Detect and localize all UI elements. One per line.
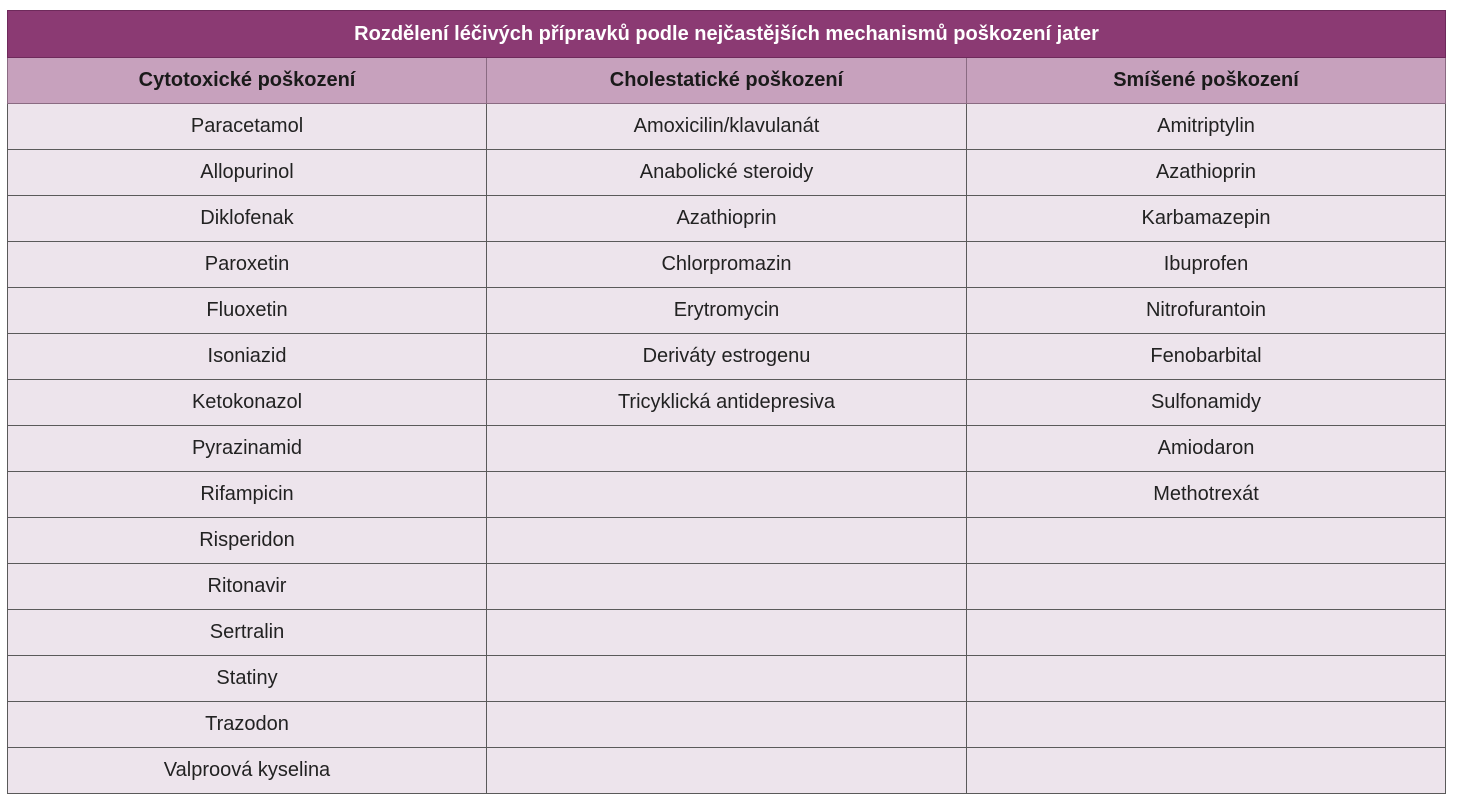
cell-mixed [967, 702, 1446, 748]
cell-cytotoxic: Allopurinol [8, 150, 487, 196]
cell-cholestatic: Tricyklická antidepresiva [487, 380, 967, 426]
cell-cholestatic [487, 702, 967, 748]
table-row [8, 610, 1446, 656]
cell-cholestatic: Azathioprin [487, 196, 967, 242]
cell-mixed: Sulfonamidy [967, 380, 1446, 426]
cell-cytotoxic: Isoniazid [8, 334, 487, 380]
cell-cytotoxic: Valproová kyselina [8, 748, 487, 794]
cell-cholestatic [487, 472, 967, 518]
cell-cytotoxic: Statiny [8, 656, 487, 702]
cell-cytotoxic: Ketokonazol [8, 380, 487, 426]
cell-cholestatic [487, 748, 967, 794]
cell-cholestatic [487, 426, 967, 472]
cell-cholestatic: Deriváty estrogenu [487, 334, 967, 380]
cell-mixed: Nitrofurantoin [967, 288, 1446, 334]
cell-mixed: Fenobarbital [967, 334, 1446, 380]
table-row [8, 426, 1446, 472]
cell-cytotoxic: Paracetamol [8, 104, 487, 150]
cell-cholestatic [487, 656, 967, 702]
cell-mixed: Amiodaron [967, 426, 1446, 472]
cell-cholestatic [487, 518, 967, 564]
table-row [8, 104, 1446, 150]
cell-cholestatic [487, 564, 967, 610]
table-row [8, 748, 1446, 794]
table-body [8, 104, 1446, 794]
cell-cytotoxic: Diklofenak [8, 196, 487, 242]
table-row [8, 288, 1446, 334]
table-row [8, 518, 1446, 564]
cell-mixed: Methotrexát [967, 472, 1446, 518]
cell-cholestatic: Anabolické steroidy [487, 150, 967, 196]
header-cytotoxic: Cytotoxické poškození [8, 58, 487, 104]
cell-mixed [967, 656, 1446, 702]
cell-cytotoxic: Trazodon [8, 702, 487, 748]
table-row [8, 334, 1446, 380]
table-row [8, 656, 1446, 702]
table-row [8, 196, 1446, 242]
cell-cytotoxic: Rifampicin [8, 472, 487, 518]
table-row [8, 564, 1446, 610]
cell-cytotoxic: Paroxetin [8, 242, 487, 288]
table-row [8, 150, 1446, 196]
cell-mixed: Azathioprin [967, 150, 1446, 196]
cell-mixed [967, 610, 1446, 656]
cell-cytotoxic: Sertralin [8, 610, 487, 656]
header-mixed: Smíšené poškození [967, 58, 1446, 104]
drug-liver-injury-table [7, 10, 1446, 794]
cell-mixed [967, 518, 1446, 564]
cell-mixed: Karbamazepin [967, 196, 1446, 242]
table-row [8, 472, 1446, 518]
cell-cytotoxic: Ritonavir [8, 564, 487, 610]
table-title-row [8, 11, 1446, 58]
cell-cytotoxic: Pyrazinamid [8, 426, 487, 472]
header-cholestatic: Cholestatické poškození [487, 58, 967, 104]
cell-mixed: Ibuprofen [967, 242, 1446, 288]
cell-cholestatic [487, 610, 967, 656]
table-row [8, 702, 1446, 748]
table-row [8, 380, 1446, 426]
cell-mixed: Amitriptylin [967, 104, 1446, 150]
cell-mixed [967, 564, 1446, 610]
table-header-row [8, 58, 1446, 104]
cell-cytotoxic: Risperidon [8, 518, 487, 564]
cell-cholestatic: Erytromycin [487, 288, 967, 334]
cell-cytotoxic: Fluoxetin [8, 288, 487, 334]
table-row [8, 242, 1446, 288]
cell-cholestatic: Amoxicilin/klavulanát [487, 104, 967, 150]
drug-liver-injury-table-container [7, 10, 1445, 794]
cell-cholestatic: Chlorpromazin [487, 242, 967, 288]
cell-mixed [967, 748, 1446, 794]
table-title: Rozdělení léčivých přípravků podle nejčastějších mechanismů poškození jater [8, 11, 1446, 58]
